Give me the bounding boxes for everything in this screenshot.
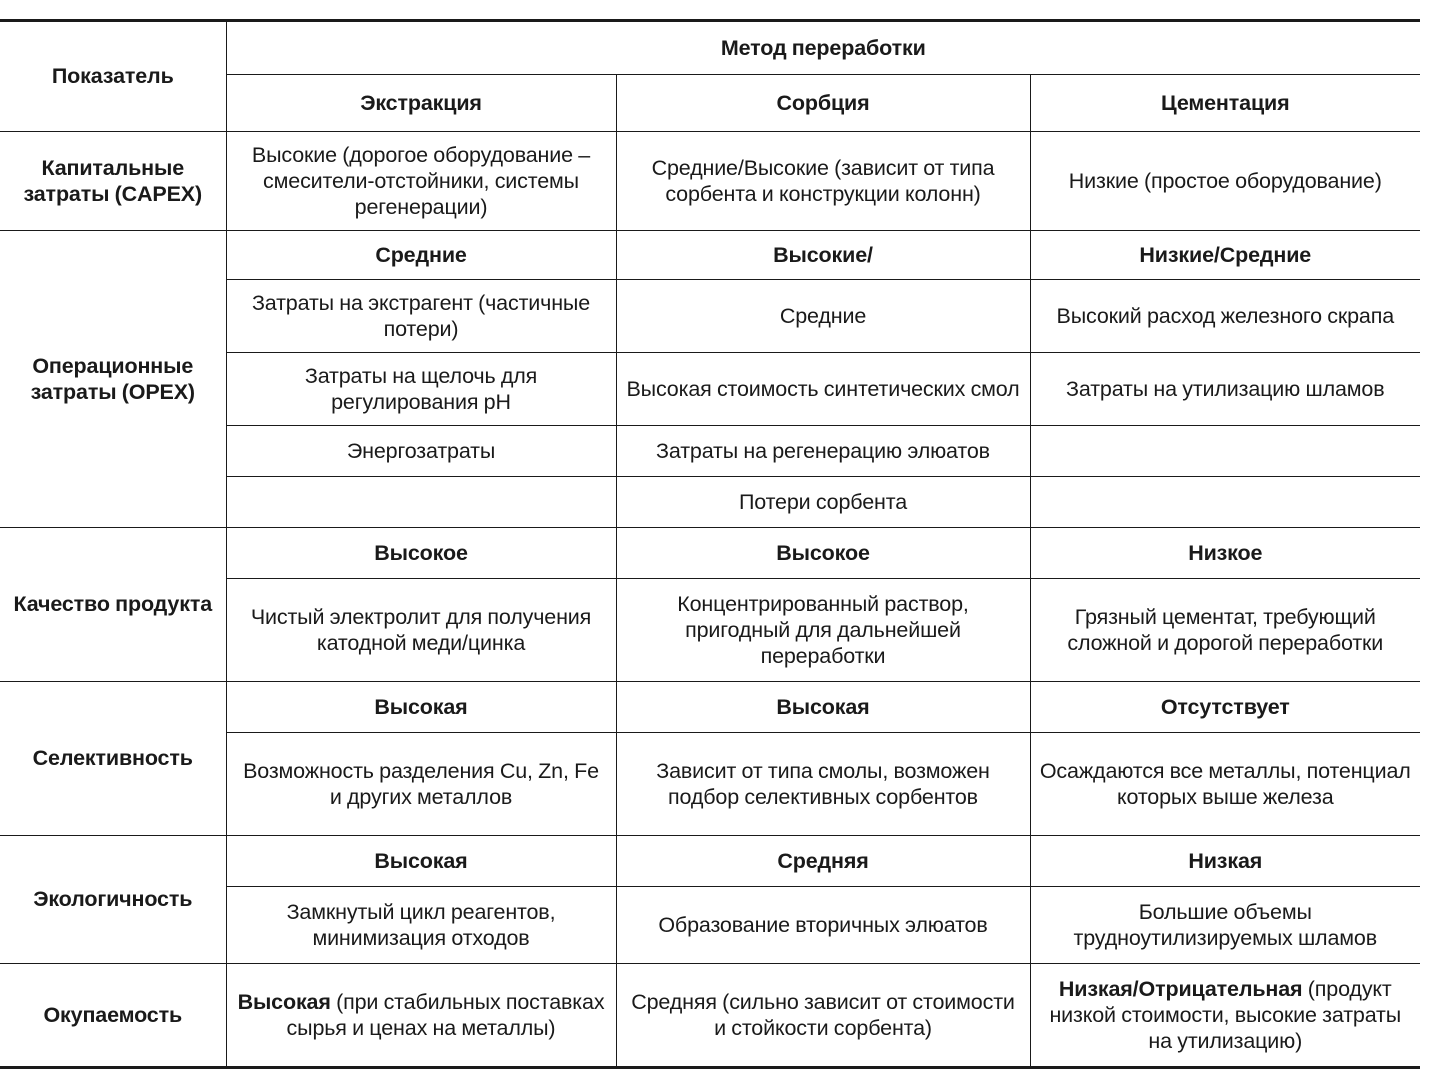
cell-payback-extraction [226,964,616,1068]
cell-capex-cementation: Низкие (простое оборудование) [1030,132,1420,231]
cell-opex-d4-cementation [1030,477,1420,528]
table-row-payback [0,964,1420,1068]
cell-ecology-cementation: Большие объемы трудноутилизируемых шламов [1030,887,1420,964]
cell-quality-rating-sorption: Высокое [616,528,1030,579]
table-row-selectivity-rating [0,682,1420,733]
cell-quality-rating-cementation: Низкое [1030,528,1420,579]
cell-payback-extraction-lead: Высокая [237,989,331,1014]
cell-ecology-sorption: Образование вторичных элюатов [616,887,1030,964]
column-header-cementation: Цементация [1030,75,1420,132]
cell-opex-d1-extraction: Затраты на экстрагент (частичные потери) [226,280,616,353]
cell-opex-d2-cementation: Затраты на утилизацию шламов [1030,353,1420,426]
row-label-selectivity: Селективность [0,682,226,836]
cell-quality-sorption: Концентрированный раствор, пригодный для дальнейшей переработки [616,579,1030,682]
cell-selectivity-cementation: Осаждаются все металлы, потенциал которых выше железа [1030,733,1420,836]
cell-opex-d3-cementation [1030,426,1420,477]
cell-payback-cementation [1030,964,1420,1068]
cell-selectivity-rating-cementation: Отсутствует [1030,682,1420,733]
cell-quality-extraction: Чистый электролит для получения катодной меди/цинка [226,579,616,682]
cell-ecology-rating-sorption: Средняя [616,836,1030,887]
cell-opex-d1-sorption: Средние [616,280,1030,353]
cell-payback-sorption-rest: Средняя (сильно зависит от стоимости и стойкости сорбента) [631,989,1015,1040]
cell-selectivity-rating-sorption: Высокая [616,682,1030,733]
column-header-extraction: Экстракция [226,75,616,132]
cell-payback-sorption [616,964,1030,1068]
header-method-group: Метод переработки [226,21,1420,75]
cell-selectivity-extraction: Возможность разделения Cu, Zn, Fe и других металлов [226,733,616,836]
table-row-opex-rating [0,231,1420,280]
cell-opex-d4-sorption: Потери сорбента [616,477,1030,528]
cell-opex-rating-cementation: Низкие/Средние [1030,231,1420,280]
cell-capex-extraction: Высокие (дорогое оборудование – смесители-отстойники, системы регенерации) [226,132,616,231]
row-label-capex: Капитальные затраты (CAPEX) [0,132,226,231]
row-label-payback: Окупаемость [0,964,226,1068]
cell-quality-cementation: Грязный цементат, требующий сложной и дорогой переработки [1030,579,1420,682]
processing-method-comparison-table [0,19,1420,1069]
cell-opex-d3-sorption: Затраты на регенерацию элюатов [616,426,1030,477]
row-label-quality: Качество продукта [0,528,226,682]
cell-opex-rating-extraction: Средние [226,231,616,280]
table-header-group-row [0,21,1420,75]
cell-opex-d1-cementation: Высокий расход железного скрапа [1030,280,1420,353]
cell-quality-rating-extraction: Высокое [226,528,616,579]
cell-payback-cementation-lead: Низкая/Отрицательная [1058,976,1303,1001]
cell-opex-d2-sorption: Высокая стоимость синтетических смол [616,353,1030,426]
cell-capex-sorption: Средние/Высокие (зависит от типа сорбента и конструкции колонн) [616,132,1030,231]
cell-opex-d3-extraction: Энергозатраты [226,426,616,477]
cell-selectivity-rating-extraction: Высокая [226,682,616,733]
cell-ecology-rating-extraction: Высокая [226,836,616,887]
comparison-table-sheet [0,19,1436,1054]
table-row-quality-rating [0,528,1420,579]
table-row-capex [0,132,1420,231]
row-label-ecology: Экологичность [0,836,226,964]
cell-opex-d2-extraction: Затраты на щелочь для регулирования pH [226,353,616,426]
cell-selectivity-sorption: Зависит от типа смолы, возможен подбор селективных сорбентов [616,733,1030,836]
cell-payback-extraction-rest: (при стабильных поставках сырья и ценах на металлы) [286,989,605,1040]
cell-opex-d4-extraction [226,477,616,528]
cell-ecology-extraction: Замкнутый цикл реагентов, минимизация отходов [226,887,616,964]
table-row-ecology-rating [0,836,1420,887]
header-corner-label: Показатель [0,21,226,132]
cell-ecology-rating-cementation: Низкая [1030,836,1420,887]
cell-payback-cementation-rest: (продукт низкой стоимости, высокие затраты на утилизацию) [1049,976,1402,1054]
column-header-sorption: Сорбция [616,75,1030,132]
cell-opex-rating-sorption: Высокие/ [616,231,1030,280]
row-label-opex: Операционные затраты (OPEX) [0,231,226,528]
